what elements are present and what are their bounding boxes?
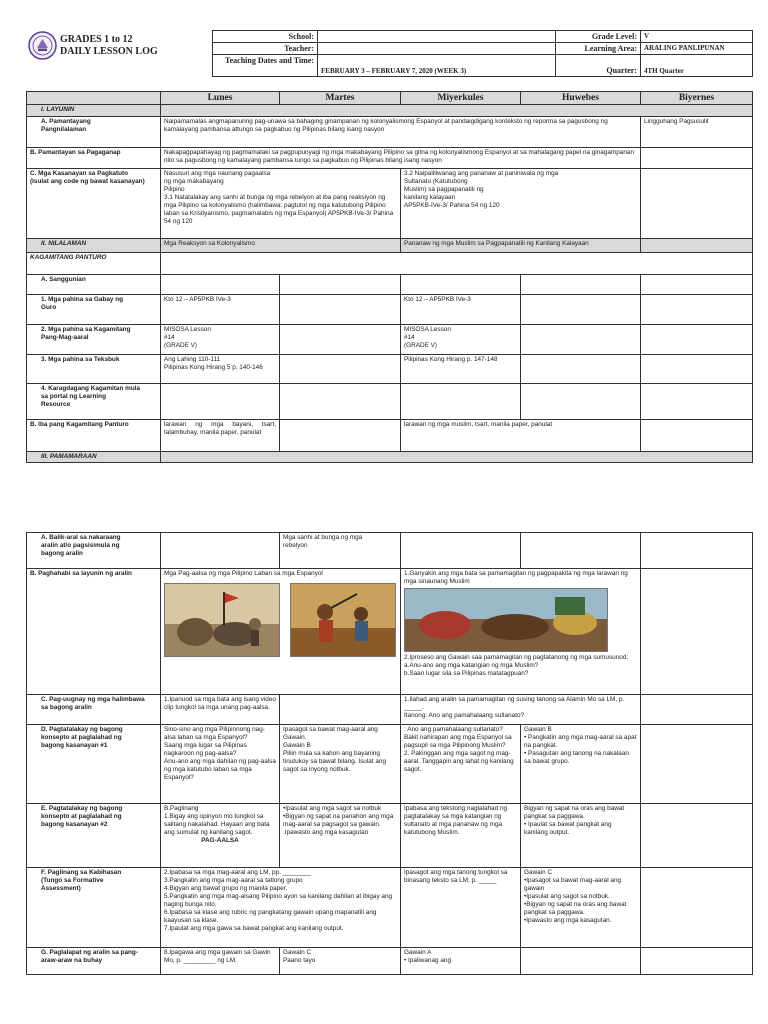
paglinang-mon: 2.Ipabasa sa mga mag-aaral ang LM, pp. ________ 3.Pangkatin ang mga mag-aaral sa tatlong grupo 4.Bigyan ang bawat grupo ng manila paper. 5.Pangkatin ang mga mag-alsang Pilipino ayon sa kanilang dahilan at ibigay ang naging bunga nito. 6.Ipabasa sa klase ang rubric ng pangkatang gawain upang mapanatili ang kaayusan sa klase. 7.Ipaulat ang mga gawa sa bawat pangkat ang kanilang output. <box>161 868 401 948</box>
title-line-1: GRADES 1 to 12 <box>60 34 133 45</box>
row-label-kagamitang-mag-aaral: 2. Mga pahina sa Kagamitang Pang-Mag-aaral <box>27 325 161 355</box>
day-header-martes: Martes <box>280 92 401 105</box>
pamantayan-pagganap-text: Nakapagpapahayag ng pagmamalaki sa pagpupunyagi ng mga makabayang Pilipino sa gitna ng kolonyalismong Espanyol at sa mahalagang papel na ginagampanan nito sa pagusbong ng kamalayang pambansa tungo sa pagkabuo ng Pilipinas bilang isang nasyon <box>161 148 641 169</box>
grade-level-label: Grade Level: <box>556 31 641 43</box>
kagamitang-mag-aaral-wed: MISOSA Lesson #14 (GRADE V) <box>401 325 521 355</box>
paglalapat-tue: Gawain C Paano tayo <box>280 948 401 975</box>
row-label-paglalapat: G. Paglalapat ng aralin sa pang- araw-araw na buhay <box>27 948 161 975</box>
pagtatalakay-2-mon: B.Paglinang 1.Bigay ang opinyon mo tungkol sa salitang nakalahad. Hayaan ang bata ang sumulat ng kanilang sagot. <box>164 805 270 836</box>
lesson-log-table-part2 <box>26 532 753 975</box>
kagamitang-mag-aaral-mon: MISOSA Lesson #14 (GRADE V) <box>161 325 280 355</box>
quarter-value: 4TH Quarter <box>641 55 753 77</box>
row-label-pagtatalakay-1: D. Pagtatalakay ng bagong konsepto at paglalahad ng bagong kasanayan #1 <box>27 725 161 804</box>
kasanayan-mon-tue: Nasusuri ang mga naunang pagaalsa ng mga makabayang Pilipino 3.1 Natatalakay ang sanhi at bunga ng mga rebelyon at iba pang reaksiyon ng mga Pilipino sa kolonyalismo (halimbawa: pagtutol ng mga katutubong Pilipino laban sa Kristiyanismo, pagmamalabis ng mga Espanyol) AP5PKB-IVe-3/ Pahina 54 ng 120 <box>161 169 401 239</box>
deped-seal <box>28 31 57 60</box>
paglalapat-mon: 8.Ipagawa ang mga gawain sa Gawin Mo, p. _________ ng LM. <box>161 948 280 975</box>
day-header-huwebes: Huwebes <box>521 92 641 105</box>
teaching-dates-value: FEBRUARY 3 – FEBRUARY 7, 2020 (WEEK 3) <box>318 55 556 77</box>
section-kagamitang-panturo: KAGAMITANG PANTURO <box>27 253 161 275</box>
pagtatalakay-1-tue: Ipasagot sa bawat mag-aaral ang Gawain. Gawain B Piliin mula sa kahon ang bayaning tinutukoy sa bawat bilang. Isulat ang sagot sa inyong notbuk. <box>280 725 401 804</box>
painting-battle-image <box>290 583 396 657</box>
row-label-pagtatalakay-2: E. Pagtatalakay ng bagong konsepto at paglalahad ng bagong kasanayan #2 <box>27 804 161 868</box>
row-label-paghahabi: B. Paghahabi sa layunin ng aralin <box>27 569 161 695</box>
day-header-miyerkules: Miyerkules <box>401 92 521 105</box>
school-label: School: <box>213 31 318 43</box>
teacher-label: Teacher: <box>213 43 318 55</box>
muslim-warriors-image <box>404 588 608 652</box>
section-nilalaman: II. NILALAMAN <box>27 239 161 253</box>
paghahabi-wed-thu <box>401 569 641 695</box>
gabay-mon: Kto 12 – AP5PKB IVe-3 <box>161 295 280 325</box>
learning-area-value: ARALING PANLIPUNAN <box>641 43 753 55</box>
row-label-iba-pang-kagamitan: B. Iba pang Kagamitang Panturo <box>27 420 161 452</box>
balik-aral-tue: Mga sanhi at bunga ng mga rebelyon <box>280 533 401 569</box>
paglinang-thu: Gawain C •Ipasagot sa bawat mag-aaral ang gawain •Ipasulat ang sagot sa notbuk. •Bigyan ng sapat na oras ang bawat pangkat sa paggawa. •Ipawasto ang mga kasagutan. <box>521 868 641 948</box>
section-layunin: I. LAYUNIN <box>27 105 161 117</box>
row-label-pamantayan-pagganap: B. Pamantayan sa Pagaganap <box>27 148 161 169</box>
row-label-pag-uugnay: C. Pag-uugnay ng mga halimbawa sa bagong aralin <box>27 695 161 725</box>
document-title <box>60 34 210 58</box>
pagtatalakay-2-tue: •Ipasulat ang mga sagot sa notbuk •Bigyan ng sapat na panahon ang mga mag-aaral sa pagsagot sa gawain. .Ipawasto ang mga kasagutan <box>280 804 401 868</box>
learning-area-label: Learning Area: <box>556 43 641 55</box>
paghahabi-mon-title: Mga Pag-aalsa ng mga Pilipino Laban sa mga Espanyol <box>164 570 323 577</box>
pag-uugnay-mon: 1.Ipanuod sa mga bata ang isang video clip tungkol sa mga unang pag-aalsa. <box>161 695 280 725</box>
paghahabi-mon-tue <box>161 569 401 695</box>
pamantayang-pangnilalaman-text: Naipamamalas angmapanuring pag-unawa sa bahaging ginampanan ng kolonyalismong Espanyol at pandaigdigang konteksto ng reporma sa pagusbong ng kamalayang pambansa attungo sa pagkabuo ng Pilipinas bilang isang nasyon <box>161 117 641 148</box>
pagtatalakay-2-wed: Ipabasa ang tekstong naglalahad ng pagtatalakay sa mga katangian ng sultanato at mga pananaw ng mga katutubong Muslim. <box>401 804 521 868</box>
pag-aalsa-word: PAG-AALSA <box>201 837 239 844</box>
pag-uugnay-wed: 1.Ilahad ang aralin sa pamamagitan ng susing tanong sa Alamin Mo sa LM, p. _____. Itanong: Ano ang pamahalaang sultanato? <box>401 695 641 725</box>
nilalaman-wed-thu: Pananaw ng mga Muslim sa Pagpapanatili ng Kanilang Kalayaan <box>401 239 641 253</box>
day-header-lunes: Lunes <box>161 92 280 105</box>
nilalaman-mon-tue: Mga Reaksyon sa Kolonyalismo <box>161 239 401 253</box>
kasanayan-wed-thu: 3.2 Naipaliliwanag ang pananaw at paniniwala ng mga Sultanato (Katutubong Muslim) sa pagpapanatili ng kanilang kalayaan AP5PKB-IVe-3/ Pahina 54 ng 120 <box>401 169 641 239</box>
teksbuk-wed: Pilipinas Kong Hirang p. 147-148 <box>401 355 521 384</box>
pagtatalakay-2-thu: Bigyan ng sapat na oras ang bawat pangkat sa paggawa. • Ipaulat sa bawat pangkat ang kanilang output. <box>521 804 641 868</box>
paglinang-wed: Ipasagot ang mga tanong tungkol sa binasang teksto sa LM, p. _____ <box>401 868 521 948</box>
friday-assessment: Lingguhang Pagsusulit <box>641 117 753 148</box>
teaching-dates-label: Teaching Dates and Time: <box>213 55 318 77</box>
paghahabi-wed-bottom: 2.Iproseso ang Gawain saa pamamagitan ng pagtatanong ng mga sumusunod: a.Anu-ano ang mga katangian ng mga Muslim? b.Saan lugar sila sa Pilipinas matatagpuan? <box>404 654 629 677</box>
row-label-teksbuk: 3. Mga pahina sa Teksbuk <box>27 355 161 384</box>
gabay-wed: Kto 12 – AP5PKB IVe-3 <box>401 295 521 325</box>
row-label-karagdagang-kagamitan: 4. Karagdagang Kagamitan mula sa portal ng Learning Resource <box>27 384 161 420</box>
teacher-value <box>318 43 556 55</box>
paghahabi-wed-top: 1.Ganyakin ang mga bata sa pamamagitan ng pagpapakita ng mga larawan ng mga sinaunang Muslim <box>404 570 628 585</box>
day-header-biyernes: Biyernes <box>641 92 753 105</box>
header-info-table <box>212 30 753 77</box>
row-label-sanggunian: A. Sanggunian <box>27 275 161 295</box>
paglalapat-wed: Gawain A • Ipaliwanag ang <box>401 948 521 975</box>
section-pamamaraan: III. PAMAMARAAN <box>27 452 161 463</box>
teksbuk-mon: Ang Lahing 110-111 Pilipinas Kong Hirang 5 p. 140-146 <box>161 355 280 384</box>
row-label-paglinang: F. Paglinang sa Kabihasan (Tungo sa Formative Assessment) <box>27 868 161 948</box>
pagtatalakay-1-thu: Gawain B • Pangkatin ang mga mag-aaral sa apat na pangkat. • Pasagutan ang tanong na nakalaan sa bawat grupo. <box>521 725 641 804</box>
quarter-label: Quarter: <box>556 55 641 77</box>
title-line-2: DAILY LESSON LOG <box>60 46 158 57</box>
iba-pang-mon: larawan ng mga bayani, tsart, talambuhay, manila paper, panulat <box>161 420 280 452</box>
pagtatalakay-1-wed: : Ano ang pamahalaang sultanato? Bakit nahirapan ang mga Espanyol sa pagsupil sa mga Pilipinong Muslim? 2. Pakinggan ang mga sagot ng mag-aaral. Tanggapin ang lahat ng kanilang sagot. <box>401 725 521 804</box>
pagtatalakay-2-mon-cell <box>161 804 280 868</box>
row-label-pamantayang-pangnilalaman: A. Pamantayang Pangnilalaman <box>27 117 161 148</box>
iba-pang-wed: larawan ng mga muslim, tsart, manila paper, panulat <box>401 420 641 452</box>
row-label-gabay-guro: 1. Mga pahina sa Gabay ng Guro <box>27 295 161 325</box>
painting-revolt-image <box>164 583 280 657</box>
row-label-balik-aral: A. Balik-aral sa nakaraang aralin at/o pagsisimula ng bagong aralin <box>27 533 161 569</box>
pagtatalakay-1-mon: Sino-sino ang mga Pilipinnong nag-alsa laban sa mga Espanyol? Saang mga lugar sa Pilipinas nagkaroon ng pag-aalsa? Anu-ano ang mga dahilan ng pag-aalsa ng mga katutubo laban sa mga Espanyol? <box>161 725 280 804</box>
row-label-kasanayan: C. Mga Kasanayan sa Pagkatuto (Isulat ang code ng bawat kasanayan) <box>27 169 161 239</box>
lesson-log-table-part1 <box>26 91 753 463</box>
school-value <box>318 31 556 43</box>
corner-cell <box>27 92 161 105</box>
grade-level-value: V <box>641 31 753 43</box>
